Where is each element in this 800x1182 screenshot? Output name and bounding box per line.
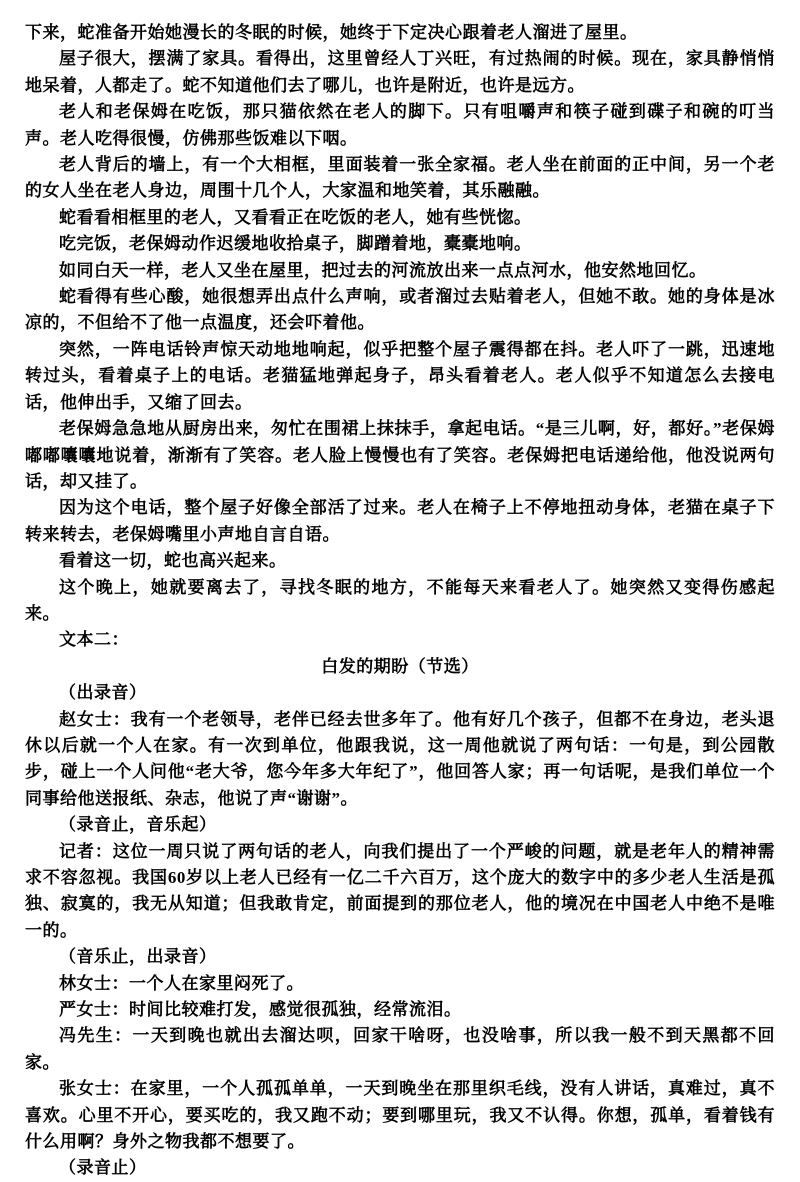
speaker-name: 严女士： bbox=[59, 1000, 129, 1020]
dialogue-text: 这位一周只说了两句话的老人，向我们提出了一个严峻的问题，就是老年人的精神需求不容忽视。我国60岁以上老人已经有一亿二千六百万，这个庞大的数字中的多少老人生活是孤独、寂寞的，我无从知道；但我敢肯定，前面提到的那位老人，他的境况在中国老人中绝不是唯一的。 bbox=[25, 841, 776, 940]
dialogue-line bbox=[25, 971, 775, 997]
story-paragraph: 老人和老保姆在吃饭，那只猫依然在老人的脚下。只有咀嚼声和筷子碰到碟子和碗的叮当声。老人吃得很慢，仿佛那些饭难以下咽。 bbox=[25, 102, 775, 148]
speaker-name: 记者： bbox=[59, 841, 113, 861]
speaker-name: 赵女士： bbox=[59, 709, 131, 729]
story-paragraph: 这个晚上，她就要离去了，寻找冬眠的地方，不能每天来看老人了。她突然又变得伤感起来。 bbox=[25, 577, 775, 623]
dialogue-text: 一天到晚也就出去溜达呗，回家干啥呀，也没啥事，所以我一般不到天黑都不回家。 bbox=[25, 1026, 776, 1072]
story-paragraph: 老人背后的墙上，有一个大相框，里面装着一张全家福。老人坐在前面的正中间，另一个老的女人坐在老人身边，周围十几个人，大家温和地笑着，其乐融融。 bbox=[25, 155, 775, 201]
story-paragraph: 蛇看得有些心酸，她很想弄出点什么声响，或者溜过去贴着老人，但她不敢。她的身体是冰凉的，不但给不了他一点温度，还会吓着他。 bbox=[25, 287, 775, 333]
speaker-name: 张女士： bbox=[59, 1079, 131, 1099]
story-paragraph: 突然，一阵电话铃声惊天动地地响起，似乎把整个屋子震得都在抖。老人吓了一跳，迅速地转过头，看着桌子上的电话。老猫猛地弹起身子，昂头看着老人。老人似乎不知道怎么去接电话，他伸出手，又缩了回去。 bbox=[25, 339, 775, 412]
dialogue-text: 在家里，一个人孤孤单单，一天到晚坐在那里织毛线，没有人讲话，真难过，真不喜欢。心里不开心，要买吃的，我又跑不动；要到哪里玩，我又不认得。你想，孤单，看着钱有什么用啊？身外之物我都不想要了。 bbox=[25, 1079, 776, 1152]
speaker-name: 冯先生： bbox=[59, 1026, 133, 1046]
dialogue-line bbox=[25, 839, 775, 945]
dialogue-line bbox=[25, 1076, 775, 1155]
story-paragraph: 吃完饭，老保姆动作迟缓地收拾桌子，脚蹭着地，橐橐地响。 bbox=[59, 234, 532, 254]
dialogue-line bbox=[25, 997, 775, 1023]
stage-direction: （音乐止，出录音） bbox=[59, 947, 217, 967]
text-one-section bbox=[25, 20, 775, 627]
story-paragraph: 屋子很大，摆满了家具。看得出，这里曾经人丁兴旺，有过热闹的时候。现在，家具静悄悄地呆着，人都走了。蛇不知道他们去了哪儿，也许是附近，也许是远方。 bbox=[25, 49, 775, 95]
stage-direction: （录音止，音乐起） bbox=[59, 815, 217, 835]
dialogue-text: 时间比较难打发，感觉很孤独，经常流泪。 bbox=[129, 1000, 462, 1020]
story-paragraph: 如同白天一样，老人又坐在屋里，把过去的河流放出来一点点河水，他安然地回忆。 bbox=[59, 260, 707, 280]
text-two-section bbox=[25, 627, 775, 1182]
dialogue-text: 我有一个老领导，老伴已经去世多年了。他有好几个孩子，但都不在身边，老头退休以后就一个人在家。有一次到单位，他跟我说，这一周他就说了两句话：一句是，到公园散步，碰上一个人问他“老大爷，您今年多大年纪了”，他回答人家；再一句话呢，是我们单位一个同事给他送报纸、杂志，他说了声“谢谢”。 bbox=[25, 709, 776, 808]
dialogue-line bbox=[25, 707, 775, 813]
dialogue-text: 一个人在家里闷死了。 bbox=[129, 973, 304, 993]
story-paragraph: 看着这一切，蛇也高兴起来。 bbox=[59, 551, 287, 571]
story-paragraph: 老保姆急急地从厨房出来，匆忙在围裙上抹抹手，拿起电话。“是三儿啊，好，都好。”老保姆嘟嘟囔囔地说着，渐渐有了笑容。老人脸上慢慢也有了笑容。老保姆把电话递给他，他没说两句话，却又挂了。 bbox=[25, 419, 775, 491]
dialogue-line bbox=[25, 1023, 775, 1076]
speaker-name: 林女士： bbox=[59, 973, 129, 993]
story-paragraph: 因为这个电话，整个屋子好像全部活了过来。老人在椅子上不停地扭动身体，老猫在桌子下转来转去，老保姆嘴里小声地自言自语。 bbox=[25, 498, 775, 544]
stage-direction: （录音止） bbox=[59, 1158, 147, 1178]
stage-direction: （出录音） bbox=[59, 683, 147, 703]
text-two-label: 文本二： bbox=[59, 630, 129, 650]
story-paragraph: 下来，蛇准备开始她漫长的冬眠的时候，她终于下定决心跟着老人溜进了屋里。 bbox=[25, 23, 638, 42]
story-paragraph: 蛇看看相框里的老人，又看看正在吃饭的老人，她有些恍惚。 bbox=[59, 207, 532, 227]
passage-title: 白发的期盼（节选） bbox=[321, 656, 479, 676]
